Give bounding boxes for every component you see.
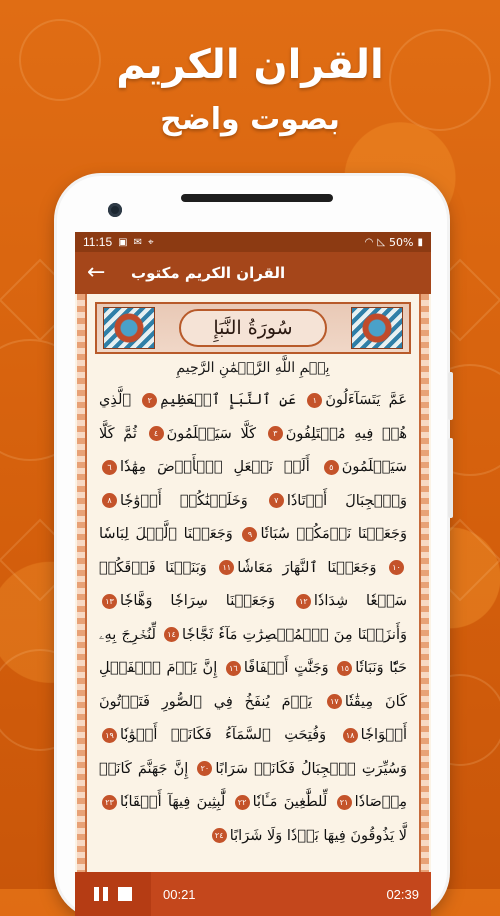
verse-text[interactable]: عَنِ ٱلنَّبَإِ ٱلۡعَظِيمِ bbox=[160, 392, 297, 408]
verse-text[interactable]: وَبَنَيۡنَا فَوۡقَكُمۡ سَبۡعٗا شِدَادٗا bbox=[99, 559, 408, 609]
phone-frame bbox=[57, 176, 447, 916]
player-controls bbox=[75, 872, 151, 916]
verse-text[interactable]: عَمَّ يَتَسَآءَلُونَ bbox=[325, 392, 407, 408]
ornament-right bbox=[351, 307, 403, 349]
verse-number-marker: ٥ bbox=[324, 460, 339, 475]
verse-number-marker: ١٢ bbox=[296, 594, 311, 609]
page-border-right bbox=[419, 294, 429, 916]
verse-text[interactable]: يَوۡمَ يُنفَخُ فِي ٱلصُّورِ فَتَأۡتُونَ أَفۡوَاجٗا bbox=[99, 693, 407, 743]
verse-number-marker: ١٠ bbox=[389, 560, 404, 575]
crosshair-notification-icon: ⌖ bbox=[147, 236, 154, 248]
status-bar bbox=[75, 232, 431, 252]
verse-number-marker: ١٥ bbox=[337, 661, 352, 676]
verse-text[interactable]: ٱلَّذِي هُمۡ فِيهِ مُخۡتَلِفُونَ bbox=[99, 392, 407, 442]
verse-text[interactable]: وَجَعَلۡنَا ٱلَّيۡلَ لِبَاسٗا bbox=[99, 526, 233, 542]
verse-text[interactable]: وَجَعَلۡنَا نَوۡمَكُمۡ سُبَاتٗا bbox=[260, 526, 408, 542]
stop-icon[interactable] bbox=[118, 887, 132, 901]
verse-number-marker: ٤ bbox=[149, 426, 164, 441]
verse-number-marker: ٢١ bbox=[337, 795, 352, 810]
verse-text[interactable]: وَجَنَّٰتٍ أَلۡفَافًا bbox=[243, 660, 329, 676]
verse-text[interactable]: لَّٰبِثِينَ فِيهَآ أَحۡقَابٗا bbox=[120, 794, 226, 810]
bismillah: بِسۡمِ اللَّهِ الرَّحۡمَٰنِ الرَّحِيمِ bbox=[176, 360, 330, 376]
verse-number-marker: ٢٠ bbox=[197, 761, 212, 776]
no-signal-icon: ◺ bbox=[377, 236, 386, 248]
verse-text[interactable]: لِّنُخۡرِجَ بِهِۦ حَبّٗا وَنَبَاتٗا bbox=[99, 626, 407, 676]
verses-text bbox=[99, 384, 407, 853]
promo-title: القران الكريم bbox=[116, 42, 384, 88]
phone-speaker bbox=[181, 194, 333, 202]
app-screen bbox=[75, 232, 431, 916]
verse-number-marker: ٣ bbox=[268, 426, 283, 441]
back-arrow-icon[interactable]: ← bbox=[87, 260, 106, 285]
verse-number-marker: ١٤ bbox=[164, 627, 179, 642]
verse-text[interactable]: أَلَمۡ نَجۡعَلِ ٱلۡأَرۡضَ مِهَٰدٗا bbox=[120, 459, 310, 475]
verse-number-marker: ١٣ bbox=[102, 594, 117, 609]
verse-number-marker: ٦ bbox=[102, 460, 117, 475]
phone-side-button bbox=[448, 438, 453, 518]
verse-text[interactable]: ثُمَّ كَلَّا سَيَعۡلَمُونَ bbox=[99, 425, 407, 475]
front-camera-icon bbox=[108, 203, 122, 217]
page-border-left bbox=[77, 294, 87, 916]
verse-text[interactable]: كَلَّا سَيَعۡلَمُونَ bbox=[166, 425, 257, 442]
verse-text[interactable]: وَجَعَلۡنَا ٱلنَّهَارَ مَعَاشٗا bbox=[237, 559, 377, 576]
verse-number-marker: ١٩ bbox=[102, 728, 117, 743]
surah-name: سُورَةُ النَّبَإِ bbox=[179, 309, 327, 347]
verse-number-marker: ١٦ bbox=[226, 661, 241, 676]
app-bar bbox=[75, 252, 431, 294]
verse-number-marker: ٢٣ bbox=[102, 795, 117, 810]
verse-number-marker: ١١ bbox=[219, 560, 234, 575]
verse-number-marker: ١ bbox=[307, 393, 322, 408]
verse-text[interactable]: وَخَلَقۡنَٰكُمۡ أَزۡوَٰجٗا bbox=[120, 492, 248, 509]
verse-number-marker: ١٧ bbox=[327, 694, 342, 709]
verse-text[interactable]: وَجَعَلۡنَا سِرَاجٗا وَهَّاجٗا bbox=[120, 593, 275, 609]
image-notification-icon: ▣ bbox=[118, 236, 128, 248]
ornament-left bbox=[103, 307, 155, 349]
verse-text[interactable]: إِنَّ يَوۡمَ ٱلۡفَصۡلِ كَانَ مِيقَٰتٗا bbox=[99, 660, 408, 710]
verse-text[interactable]: لِّلطَّٰغِينَ مَـَٔابٗا bbox=[252, 794, 328, 810]
promo-subtitle: بصوت واضح bbox=[160, 102, 340, 137]
app-title: القران الكريم مكتوب bbox=[131, 264, 286, 282]
status-time: 11:15 bbox=[83, 235, 113, 249]
surah-header bbox=[95, 302, 411, 354]
verse-number-marker: ٢٤ bbox=[212, 828, 227, 843]
verse-number-marker: ٨ bbox=[102, 493, 117, 508]
verse-number-marker: ١٨ bbox=[343, 728, 358, 743]
verse-number-marker: ٧ bbox=[269, 493, 284, 508]
verse-text[interactable]: لَّا يَذُوقُونَ فِيهَا بَرۡدٗا وَلَا شَرَابًا bbox=[229, 827, 407, 844]
total-time: 02:39 bbox=[386, 886, 419, 902]
quran-page[interactable] bbox=[75, 294, 431, 916]
wifi-icon: ◠ bbox=[364, 236, 374, 248]
progress-track[interactable] bbox=[196, 872, 387, 916]
verse-number-marker: ٢٢ bbox=[235, 795, 250, 810]
battery-level: 50% bbox=[389, 235, 414, 249]
verse-text[interactable]: وَسُيِّرَتِ ٱلۡجِبَالُ فَكَانَتۡ سَرَابًا bbox=[215, 760, 408, 777]
verse-text[interactable]: إِنَّ جَهَنَّمَ كَانَتۡ مِرۡصَادٗا bbox=[99, 760, 407, 810]
verse-number-marker: ٩ bbox=[242, 527, 257, 542]
phone-side-button bbox=[448, 372, 453, 420]
pause-icon[interactable] bbox=[94, 887, 108, 901]
battery-icon: ▮ bbox=[417, 236, 423, 248]
mail-notification-icon: ✉ bbox=[133, 236, 142, 248]
current-time: 00:21 bbox=[163, 886, 196, 902]
audio-player bbox=[75, 872, 431, 916]
verse-text[interactable]: وَأَنزَلۡنَا مِنَ ٱلۡمُعۡصِرَٰتِ مَآءٗ ثَجَّاجٗا bbox=[182, 626, 407, 643]
verse-number-marker: ٢ bbox=[142, 393, 157, 408]
verse-text[interactable]: وَفُتِحَتِ ٱلسَّمَآءُ فَكَانَتۡ أَبۡوَٰبٗا bbox=[120, 727, 327, 743]
verse-text[interactable]: وَٱلۡجِبَالَ أَوۡتَادٗا bbox=[286, 492, 407, 509]
